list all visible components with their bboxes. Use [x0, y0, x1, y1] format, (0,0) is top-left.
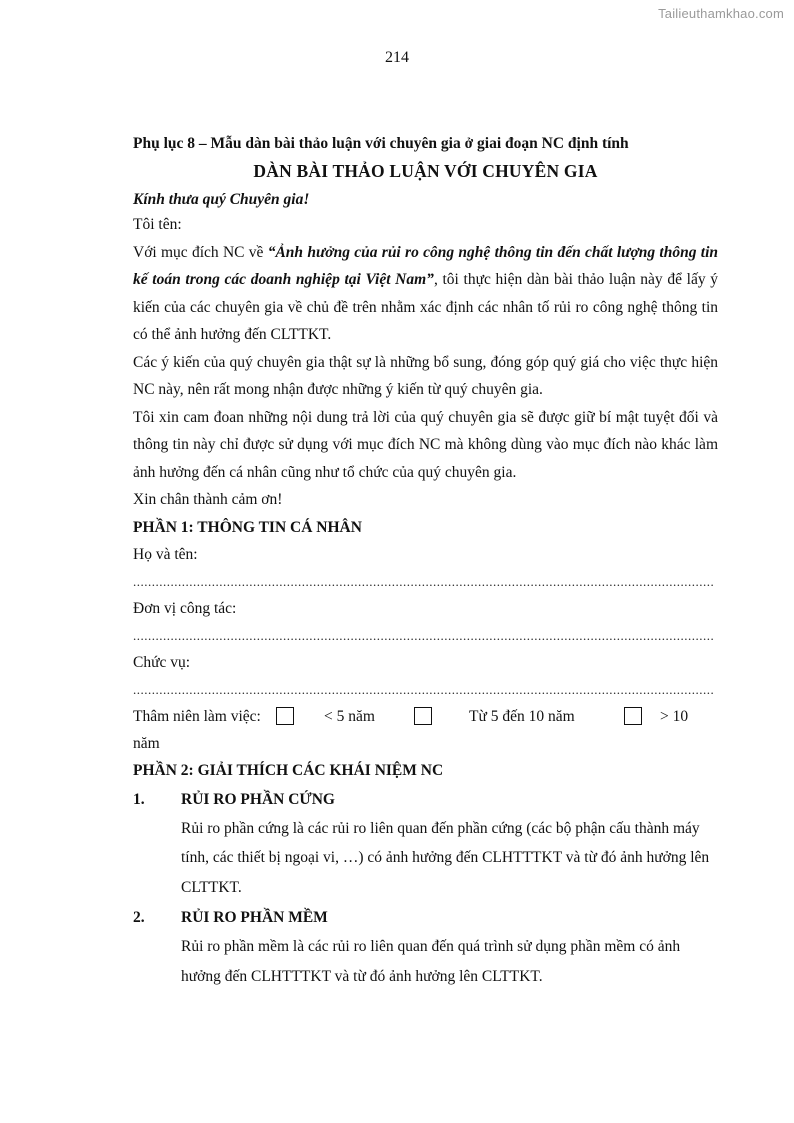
list-item [133, 786, 718, 903]
full-name-field[interactable]: ........................................................................................................................................................... [133, 573, 715, 589]
thanks-line: Xin chân thành cảm ơn! [133, 491, 283, 508]
concept-body-software: Rủi ro phần mềm là các rủi ro liên quan đến quá trình sử dụng phần mềm có ảnh hưởng đến CLHTTTKT và từ đó ảnh hưởng lên CLTTKT. [181, 938, 681, 985]
part2-heading: PHẦN 2: GIẢI THÍCH CÁC KHÁI NIỆM NC [133, 761, 444, 779]
seniority-row [133, 703, 718, 730]
confidentiality-paragraph: Tôi xin cam đoan những nội dung trả lời của quý chuyên gia sẽ được giữ bí mật tuyệt đối và thông tin này chỉ được sử dụng với mục đích NC mà không dùng vào mục đích nào khác làm ảnh hưởng đến cá nhân cũng như tổ chức của quý chuyên gia. [133, 408, 718, 481]
watermark: Tailieuthamkhao.com [658, 6, 784, 21]
full-name-label: Họ và tên: [133, 545, 198, 563]
list-item [133, 904, 718, 991]
purpose-paragraph [133, 239, 718, 349]
seniority-option-5-to-10: Từ 5 đến 10 năm [469, 707, 575, 725]
contribution-paragraph: Các ý kiến của quý chuyên gia thật sự là những bổ sung, đóng góp quý giá cho việc thực hiện NC này, nên rất mong nhận được những ý kiến từ quý chuyên gia. [133, 353, 718, 398]
seniority-label: Thâm niên làm việc: [133, 707, 261, 725]
document-title: DÀN BÀI THẢO LUẬN VỚI CHUYÊN GIA [253, 161, 598, 181]
concept-body-hardware: Rủi ro phần cứng là các rủi ro liên quan đến phần cứng (các bộ phận cấu thành máy tính, các thiết bị ngoại vi, …) có ảnh hưởng đến CLHTTTKT và từ đó ảnh hưởng lên CLTTKT. [181, 819, 710, 896]
seniority-checkbox-under-5[interactable] [276, 707, 294, 725]
seniority-option-under-5: < 5 năm [324, 707, 375, 725]
seniority-checkbox-5-to-10[interactable] [414, 707, 432, 725]
list-title: RỦI RO PHẦN CỨNG [181, 790, 335, 808]
part1-heading: PHẦN 1: THÔNG TIN CÁ NHÂN [133, 518, 362, 536]
salutation: Kính thưa quý Chuyên gia! [133, 191, 310, 208]
page-number: 214 [385, 49, 409, 66]
list-number: 2. [133, 909, 145, 926]
position-field[interactable]: ........................................................................................................................................................... [133, 681, 715, 697]
appendix-title: Phụ lục 8 – Mẫu dàn bài thảo luận với chuyên gia ở giai đoạn NC định tính [133, 135, 629, 152]
work-unit-label: Đơn vị công tác: [133, 599, 237, 617]
position-label: Chức vụ: [133, 653, 191, 671]
seniority-wrap-text: năm [133, 734, 160, 752]
work-unit-field[interactable]: ........................................................................................................................................................... [133, 627, 715, 643]
document-body [133, 133, 718, 991]
purpose-suffix: , tôi thực hiện dàn bài thảo luận này để lấy ý kiến của các chuyên gia về chủ đề trên nhằm xác định các nhân tố rủi ro công nghệ thông tin có thể ảnh hưởng đến CLTTKT. [133, 271, 718, 343]
seniority-checkbox-over-10[interactable] [624, 707, 642, 725]
list-number: 1. [133, 790, 145, 808]
research-title: “Ảnh hưởng của rủi ro công nghệ thông tin đến chất lượng thông tin kế toán trong các doanh nghiệp tại Việt Nam” [133, 243, 718, 288]
list-title: RỦI RO PHẦN MỀM [181, 909, 328, 926]
purpose-prefix: Với mục đích NC về [133, 243, 268, 261]
concept-heading-software [133, 904, 718, 932]
seniority-option-over-10: > 10 [660, 707, 689, 725]
concept-heading-hardware [133, 786, 718, 814]
name-line: Tôi tên: [133, 216, 182, 233]
